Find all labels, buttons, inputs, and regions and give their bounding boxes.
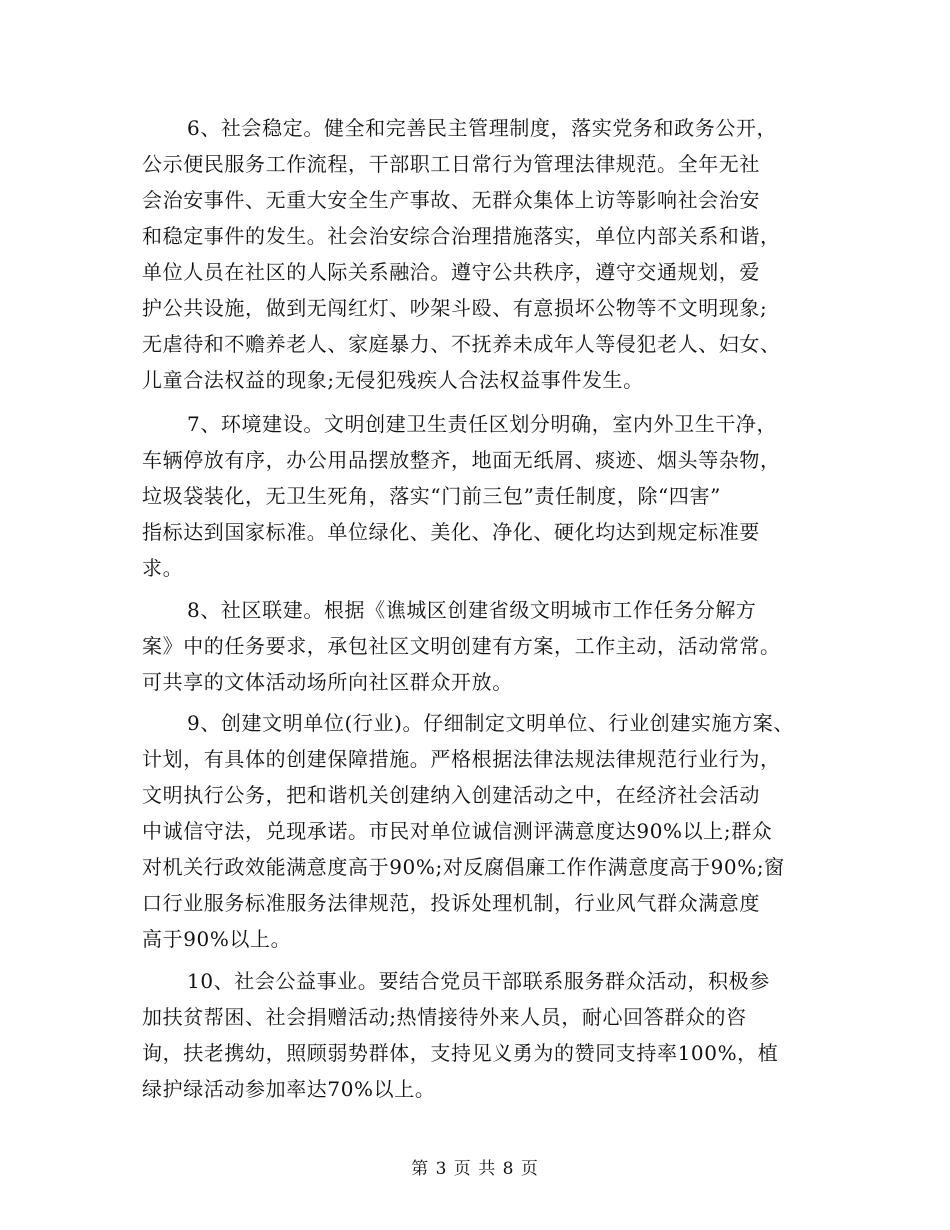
text-line: 护公共设施，做到无闯红灯、吵架斗殴、有意损坏公物等不文明现象; xyxy=(142,296,768,320)
page-number-footer: 第 3 页 共 8 页 xyxy=(411,1159,539,1179)
paragraph-civilized-unit xyxy=(142,705,822,957)
text-line: 对机关行政效能满意度高于90%;对反腐倡廉工作作满意度高于90%;窗 xyxy=(142,855,785,879)
text-line: 指标达到国家标准。单位绿化、美化、净化、硬化均达到规定标准要 xyxy=(142,520,760,544)
text-line: 8、社区联建。根据《谯城区创建省级文明城市工作任务分解方 xyxy=(187,598,757,622)
text-line: 和稳定事件的发生。社会治安综合治理措施落实，单位内部关系和谐， xyxy=(142,224,781,248)
text-line: 可共享的文体活动场所向社区群众开放。 xyxy=(142,670,513,694)
text-line: 儿童合法权益的现象;无侵犯残疾人合法权益事件发生。 xyxy=(142,368,644,392)
text-line: 车辆停放有序，办公用品摆放整齐，地面无纸屑、痰迹、烟头等杂物， xyxy=(142,448,781,472)
text-line: 中诚信守法，兑现承诺。市民对单位诚信测评满意度达90%以上;群众 xyxy=(142,819,773,843)
text-line: 垃圾袋装化，无卫生死角，落实“门前三包”责任制度，除“四害” xyxy=(142,484,721,508)
paragraph-environment xyxy=(142,406,822,586)
text-line: 公示便民服务工作流程，干部职工日常行为管理法律规范。全年无社 xyxy=(142,152,760,176)
text-line: 7、环境建设。文明创建卫生责任区划分明确，室内外卫生干净， xyxy=(187,412,778,436)
text-line: 绿护绿活动参加率达70%以上。 xyxy=(142,1077,436,1101)
text-line: 案》中的任务要求，承包社区文明创建有方案，工作主动，活动常常。 xyxy=(142,634,781,658)
text-line: 9、创建文明单位(行业)。仔细制定文明单位、行业创建实施方案、 xyxy=(187,711,794,735)
text-line: 无虐待和不赡养老人、家庭暴力、不抚养未成年人等侵犯老人、妇女、 xyxy=(142,332,781,356)
text-line: 文明执行公务，把和谐机关创建纳入创建活动之中，在经济社会活动 xyxy=(142,783,760,807)
text-line: 询，扶老携幼，照顾弱势群体，支持见义勇为的赞同支持率100%，植 xyxy=(142,1041,779,1065)
paragraph-public-welfare xyxy=(142,963,822,1107)
text-line: 高于90%以上。 xyxy=(142,927,292,951)
text-line: 10、社会公益事业。要结合党员干部联系服务群众活动，积极参 xyxy=(187,969,770,993)
text-line: 计划，有具体的创建保障措施。严格根据法律法规法律规范行业行为， xyxy=(142,747,781,771)
text-line: 单位人员在社区的人际关系融洽。遵守公共秩序，遵守交通规划，爱 xyxy=(142,260,760,284)
paragraph-social-stability xyxy=(142,110,822,398)
text-line: 口行业服务标准服务法律规范，投诉处理机制，行业风气群众满意度 xyxy=(142,891,760,915)
text-line: 会治安事件、无重大安全生产事故、无群众集体上访等影响社会治安 xyxy=(142,188,760,212)
text-line: 加扶贫帮困、社会捐赠活动;热情接待外来人员，耐心回答群众的咨 xyxy=(142,1005,747,1029)
paragraph-community xyxy=(142,592,822,700)
text-line: 6、社会稳定。健全和完善民主管理制度，落实党务和政务公开， xyxy=(187,116,778,140)
text-line: 求。 xyxy=(142,556,184,580)
